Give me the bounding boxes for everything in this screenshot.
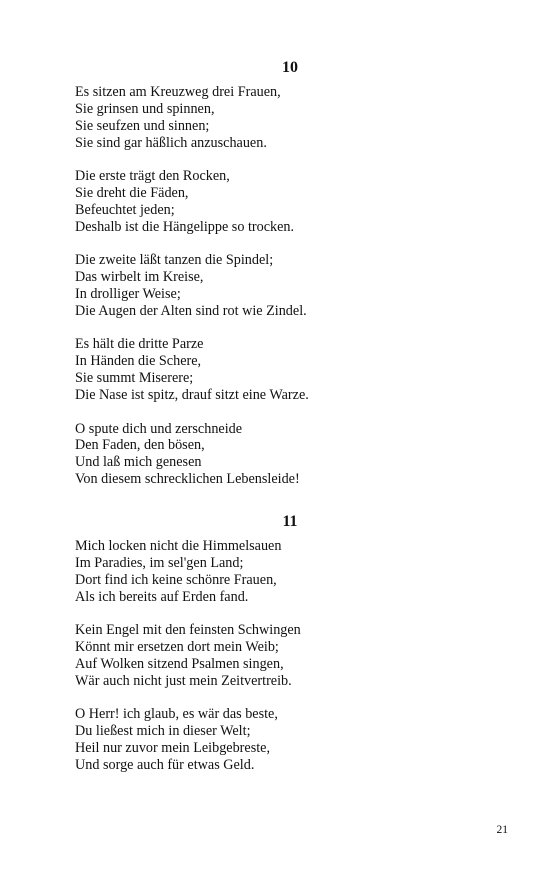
verse-line: Könnt mir ersetzen dort mein Weib; xyxy=(75,639,279,656)
verse-line: In Händen die Schere, xyxy=(75,353,202,370)
verse-line: Die erste trägt den Rocken, xyxy=(75,168,230,185)
verse-line: Sie sind gar häßlich anzuschauen. xyxy=(75,134,267,151)
verse-line: Im Paradies, im sel'gen Land; xyxy=(75,554,244,571)
stanza xyxy=(75,706,515,774)
verse-line: Es hält die dritte Parze xyxy=(75,336,204,353)
stanza xyxy=(75,336,515,404)
verse-line: Sie grinsen und spinnen, xyxy=(75,100,215,117)
verse-line: In drolliger Weise; xyxy=(75,286,181,303)
verse-line: Die Augen der Alten sind rot wie Zindel. xyxy=(75,302,307,319)
verse-line: Das wirbelt im Kreise, xyxy=(75,269,204,286)
verse-line: Auf Wolken sitzend Psalmen singen, xyxy=(75,655,284,672)
verse-line: Heil nur zuvor mein Leibgebreste, xyxy=(75,740,271,757)
verse-line: Von diesem schrecklichen Lebensleide! xyxy=(75,471,300,488)
verse-line: O spute dich und zerschneide xyxy=(75,420,243,437)
verse-line: Mich locken nicht die Himmelsauen xyxy=(75,538,282,554)
verse-line: Die Nase ist spitz, drauf sitzt eine Warze. xyxy=(75,387,309,404)
stanza xyxy=(75,168,515,236)
poem-number: 11 xyxy=(282,513,298,530)
stanza xyxy=(75,538,515,606)
poem-10 xyxy=(75,58,515,505)
verse-line: Du ließest mich in dieser Welt; xyxy=(75,723,251,740)
verse-line: O Herr! ich glaub, es wär das beste, xyxy=(75,706,278,723)
verse-line: Sie summt Miserere; xyxy=(75,370,194,387)
verse-line: Die zweite läßt tanzen die Spindel; xyxy=(75,252,274,269)
stanza xyxy=(75,622,515,690)
verse-line: Befeuchtet jeden; xyxy=(75,201,175,218)
verse-line: Dort find ich keine schönre Frauen, xyxy=(75,571,277,588)
verse-line: Sie dreht die Fäden, xyxy=(75,185,189,202)
verse-line: Als ich bereits auf Erden fand. xyxy=(75,588,249,605)
page-number: 21 xyxy=(496,824,508,836)
poem-11 xyxy=(75,512,515,790)
stanza xyxy=(75,84,515,152)
verse-line: Deshalb ist die Hängelippe so trocken. xyxy=(75,218,295,235)
verse-line: Und sorge auch für etwas Geld. xyxy=(75,756,255,773)
stanza xyxy=(75,421,515,489)
verse-line: Den Faden, den bösen, xyxy=(75,437,205,454)
verse-line: Sie seufzen und sinnen; xyxy=(75,117,210,134)
verse-line: Es sitzen am Kreuzweg drei Frauen, xyxy=(75,84,281,100)
verse-line: Und laß mich genesen xyxy=(75,454,202,471)
verse-line: Kein Engel mit den feinsten Schwingen xyxy=(75,622,301,639)
poem-number: 10 xyxy=(282,59,298,76)
stanza xyxy=(75,252,515,320)
verse-line: Wär auch nicht just mein Zeitvertreib. xyxy=(75,672,292,689)
